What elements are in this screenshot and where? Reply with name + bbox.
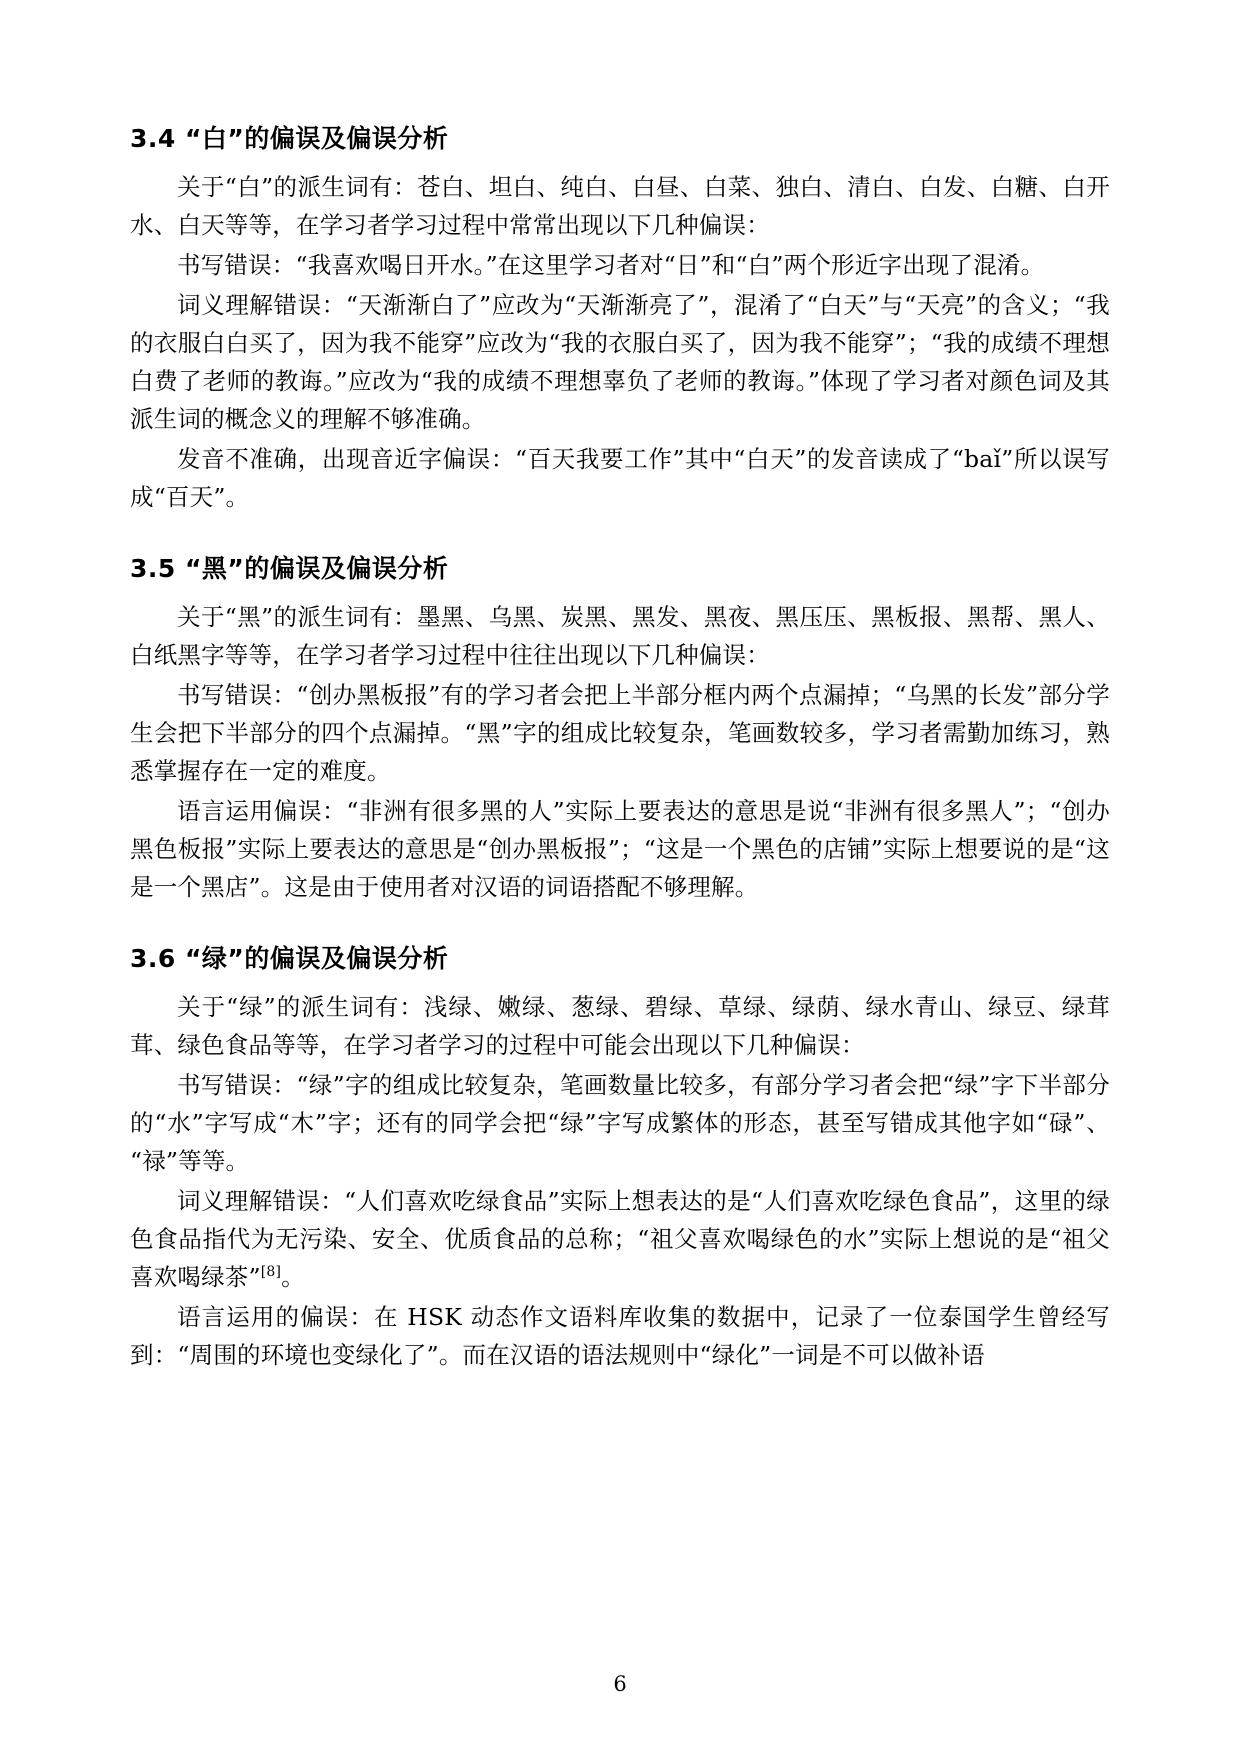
section-heading-3-4: 3.4 “白”的偏误及偏误分析 — [130, 124, 449, 153]
page-number: 6 — [613, 1672, 627, 1696]
paragraph: 发音不准确，出现音近字偏误：“百天我要工作”其中“白天”的发音读成了“baǐ”所以误写成“百天”。 — [130, 444, 1110, 511]
section-3-5 — [130, 550, 1110, 906]
section-heading-3-6: 3.6 “绿”的偏误及偏误分析 — [130, 944, 449, 974]
paragraph: 书写错误：“创办黑板报”有的学习者会把上半部分框内两个点漏掉；“乌黑的长发”部分学生会把下半部分的四个点漏掉。“黑”字的组成比较复杂，笔画数较多，学习者需勤加练习，熟悉掌握存在一定的难度。 — [130, 680, 1110, 785]
paragraph: 关于“白”的派生词有：苍白、坦白、纯白、白昼、白菜、独白、清白、白发、白糖、白开水、白天等等，在学习者学习过程中常常出现以下几种偏误： — [130, 172, 1110, 239]
page-content — [130, 120, 1110, 1374]
section-3-6 — [130, 940, 1110, 1374]
paragraph: 词义理解错误：“天渐渐白了”应改为“天渐渐亮了”，混淆了“白天”与“天亮”的含义；“我的衣服白白买了，因为我不能穿”应改为“我的衣服白买了，因为我不能穿”；“我的成绩不理想白费了老师的教诲。”应改为“我的成绩不理想辜负了老师的教诲。”体现了学习者对颜色词及其派生词的概念义的理解不够准确。 — [130, 290, 1110, 433]
paragraph: 语言运用偏误：“非洲有很多黑的人”实际上要表达的意思是说“非洲有很多黑人”；“创办黑色板报”实际上要表达的意思是“创办黑板报”；“这是一个黑色的店铺”实际上想要说的是“这是一个黑店”。这是由于使用者对汉语的词语搭配不够理解。 — [130, 796, 1110, 901]
footnote-marker: [8] — [260, 1264, 282, 1281]
paragraph-with-reference: 词义理解错误：“人们喜欢吃绿食品”实际上想表达的是“人们喜欢吃绿色食品”，这里的绿色食品指代为无污染、安全、优质食品的总称；“祖父喜欢喝绿色的水”实际上想说的是“祖父喜欢喝绿茶”[8]。 — [130, 1186, 1110, 1291]
paragraph: 书写错误：“我喜欢喝日开水。”在这里学习者对“日”和“白”两个形近字出现了混淆。 — [177, 250, 1045, 279]
section-3-4 — [130, 120, 1110, 516]
paragraph: 关于“黑”的派生词有：墨黑、乌黑、炭黑、黑发、黑夜、黑压压、黑板报、黑帮、黑人、白纸黑字等等，在学习者学习过程中往往出现以下几种偏误： — [130, 602, 1110, 669]
section-heading-3-5: 3.5 “黑”的偏误及偏误分析 — [130, 554, 449, 584]
paragraph: 语言运用的偏误：在 HSK 动态作文语料库收集的数据中，记录了一位泰国学生曾经写到：“周围的环境也变绿化了”。而在汉语的语法规则中“绿化”一词是不可以做补语 — [130, 1303, 1110, 1370]
paragraph: 关于“绿”的派生词有：浅绿、嫩绿、葱绿、碧绿、草绿、绿荫、绿水青山、绿豆、绿茸茸、绿色食品等等，在学习者学习的过程中可能会出现以下几种偏误： — [130, 992, 1110, 1059]
paragraph: 书写错误：“绿”字的组成比较复杂，笔画数量比较多，有部分学习者会把“绿”字下半部分的“水”字写成“木”字；还有的同学会把“绿”字写成繁体的形态，甚至写错成其他字如“碌”、“禄”等等。 — [130, 1070, 1110, 1175]
